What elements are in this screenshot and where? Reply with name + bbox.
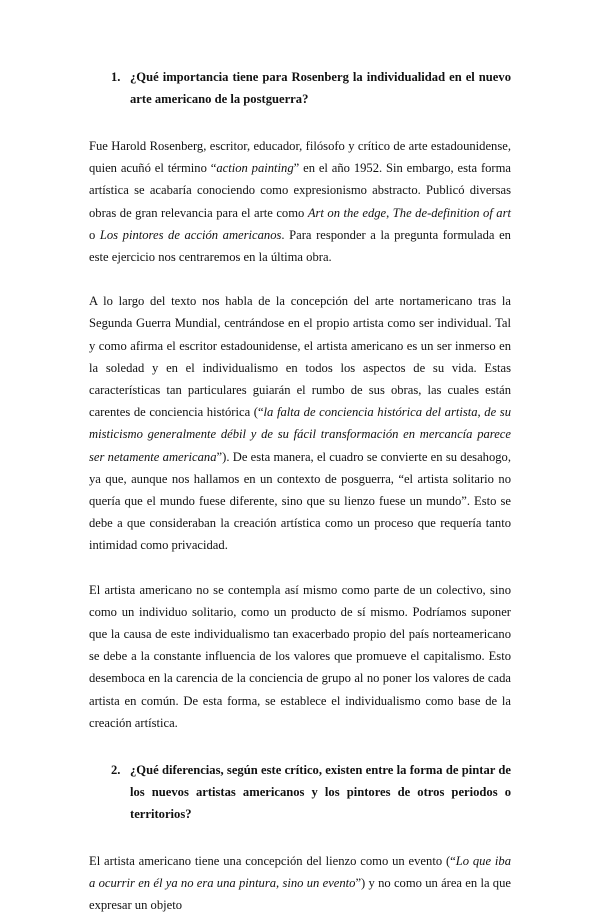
paragraph-1-italic-1: action painting: [216, 161, 294, 176]
paragraph-2-text-a: A lo largo del texto nos habla de la concepción del arte nortamericano tras la Segunda Guerra Mundial, centrándose en el propio artista como ser individual. Tal y como afirma el escritor estadounidense, el artista americano es un ser inmerso en la soledad y en el individualismo en todos los aspectos de su vida. Estas características tan particulares guiarán el rumbo de sus obras, las cuales están carentes de conciencia histórica (“: [89, 294, 511, 420]
paragraph-3: El artista americano no se contempla así mismo como parte de un colectivo, sino como un individuo solitario, como un producto de sí mismo. Podríamos suponer que la causa de este individualismo tan exacerbado propio del país norteamericano se debe a la constante influencia de los valores que promueve el capitalismo. Esto desemboca en la carencia de la conciencia de grupo al no poner los valores de cada artista en común. De esta forma, se establece el individualismo como base de la creación artística.: [89, 582, 511, 730]
paragraph-4-italic-1: Lo que iba a ocurrir en él ya no era una pintura, sino un evento: [89, 854, 511, 891]
paragraph-1-text-e: . Para responder a la pregunta formulada en este ejercicio nos centraremos en la última obra.: [89, 227, 511, 265]
question-1: [111, 66, 511, 110]
paragraph-1-italic-2: Art on the edge: [307, 205, 387, 220]
paragraph-1: [89, 135, 511, 268]
question-1-number: 1.: [111, 70, 121, 84]
paragraph-1-italic-3: The de-definition of art: [392, 205, 512, 220]
paragraph-2-italic-1: la falta de conciencia histórica del artista, de su misticismo generalmente débil y de su fácil transformación en mercancía parece ser netamente americana: [89, 405, 511, 464]
paragraph-1-text-b: ” en el año 1952. Sin embargo, esta forma artística se acabaría conociendo como expresionismo abstracto. Publicó diversas obras de gran relevancia para el arte como: [89, 161, 512, 220]
question-2: [111, 759, 511, 825]
paragraph-1-text-d: o: [89, 227, 100, 242]
paragraph-4: [89, 850, 511, 917]
paragraph-1-text-c: ,: [386, 205, 393, 220]
question-1-text: ¿Qué importancia tiene para Rosenberg la individualidad en el nuevo arte americano de la postguerra?: [130, 70, 511, 106]
paragraph-1-text-a: Fue Harold Rosenberg, escritor, educador, filósofo y crítico de arte estadounidense, quien acuñó el término “: [89, 139, 511, 176]
paragraph-4-text-a: El artista americano tiene una concepción del lienzo como un evento (“: [89, 854, 456, 869]
paragraph-2-text-b: ”). De esta manera, el cuadro se convierte en su desahogo, ya que, aunque nos hallamos en un contexto de posguerra, “el artista solitario no quería que el mundo fuese diferente, sino que su lienzo fuese un mundo”. Esto se debe a que consideraban la creación artística como un proceso que requería tanto intimidad como privacidad.: [89, 449, 511, 553]
question-2-number: 2.: [111, 763, 121, 778]
paragraph-2: [89, 290, 511, 556]
paragraph-1-italic-4: Los pintores de acción americanos: [99, 227, 282, 242]
question-2-text: ¿Qué diferencias, según este crítico, existen entre la forma de pintar de los nuevos artistas americanos y los pintores de otros periodos o territorios?: [130, 763, 511, 822]
paragraph-4-text-b: ”) y no como un área en la que expresar un objeto: [89, 876, 511, 913]
